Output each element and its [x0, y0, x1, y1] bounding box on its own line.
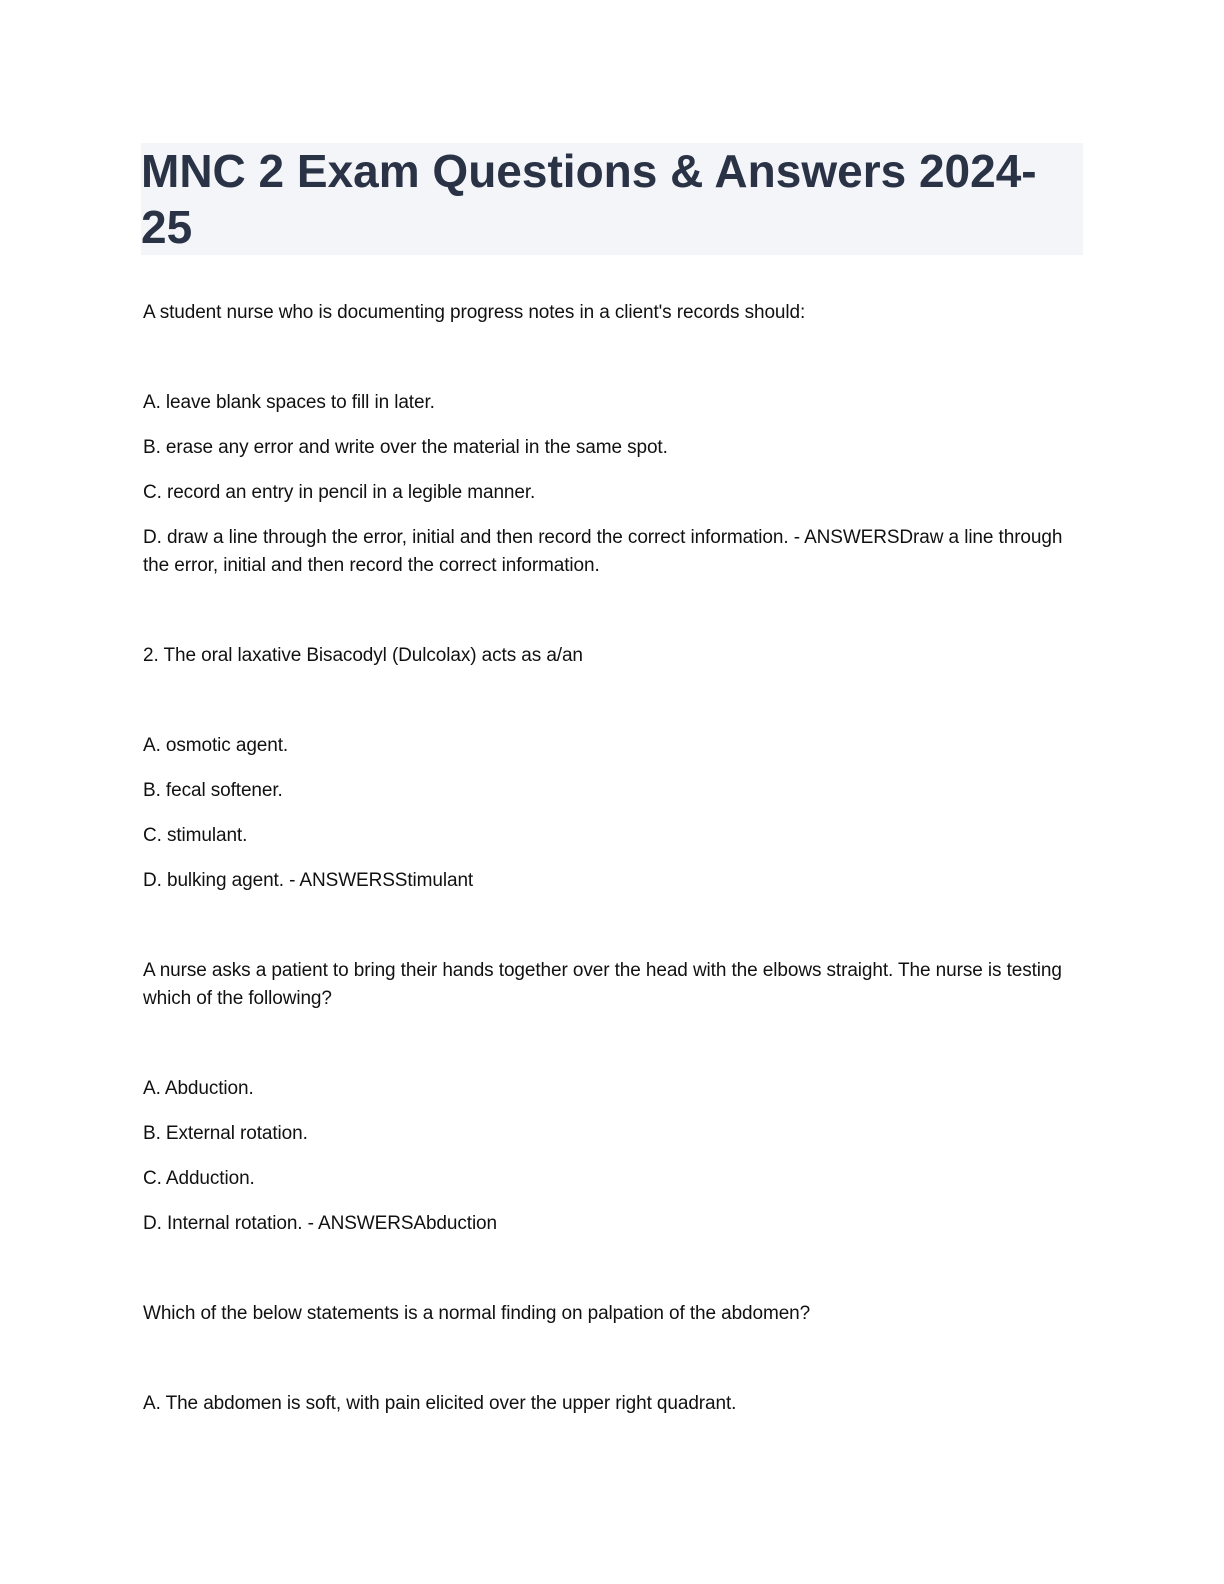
- question-paragraph: A nurse asks a patient to bring their hands together over the head with the elbows straight. The nurse is testing which of the following?: [143, 960, 1062, 1009]
- option-paragraph: D. bulking agent. - ANSWERSStimulant: [143, 870, 474, 891]
- paragraph-gap: [143, 1345, 1093, 1390]
- option-paragraph: B. erase any error and write over the material in the same spot.: [143, 437, 668, 458]
- option-paragraph: A. osmotic agent.: [143, 735, 289, 756]
- question-paragraph: A student nurse who is documenting progress notes in a client's records should:: [143, 302, 806, 323]
- paragraph-gap: [143, 912, 1093, 957]
- option-paragraph: A. Abduction.: [143, 1078, 254, 1099]
- option-paragraph: A. The abdomen is soft, with pain elicited over the upper right quadrant.: [143, 1393, 737, 1414]
- option-paragraph: D. draw a line through the error, initial and then record the correct information. - ANSWERSDraw a line through the error, initial and then record the correct information.: [143, 527, 1063, 576]
- page-title: MNC 2 Exam Questions & Answers 2024-25: [141, 143, 1083, 255]
- question-paragraph: 2. The oral laxative Bisacodyl (Dulcolax) acts as a/an: [143, 645, 583, 666]
- paragraph-gap: [143, 1255, 1093, 1300]
- option-paragraph: B. fecal softener.: [143, 780, 283, 801]
- option-paragraph: B. External rotation.: [143, 1123, 308, 1144]
- option-paragraph: C. record an entry in pencil in a legible manner.: [143, 482, 536, 503]
- document-body: [143, 299, 1093, 1435]
- option-paragraph: C. Adduction.: [143, 1168, 255, 1189]
- option-paragraph: D. Internal rotation. - ANSWERSAbduction: [143, 1213, 497, 1234]
- paragraph-gap: [143, 1030, 1093, 1075]
- paragraph-gap: [143, 344, 1093, 389]
- paragraph-gap: [143, 687, 1093, 732]
- question-paragraph: Which of the below statements is a normal finding on palpation of the abdomen?: [143, 1303, 811, 1324]
- paragraph-gap: [143, 597, 1093, 642]
- option-paragraph: A. leave blank spaces to fill in later.: [143, 392, 435, 413]
- option-paragraph: C. stimulant.: [143, 825, 248, 846]
